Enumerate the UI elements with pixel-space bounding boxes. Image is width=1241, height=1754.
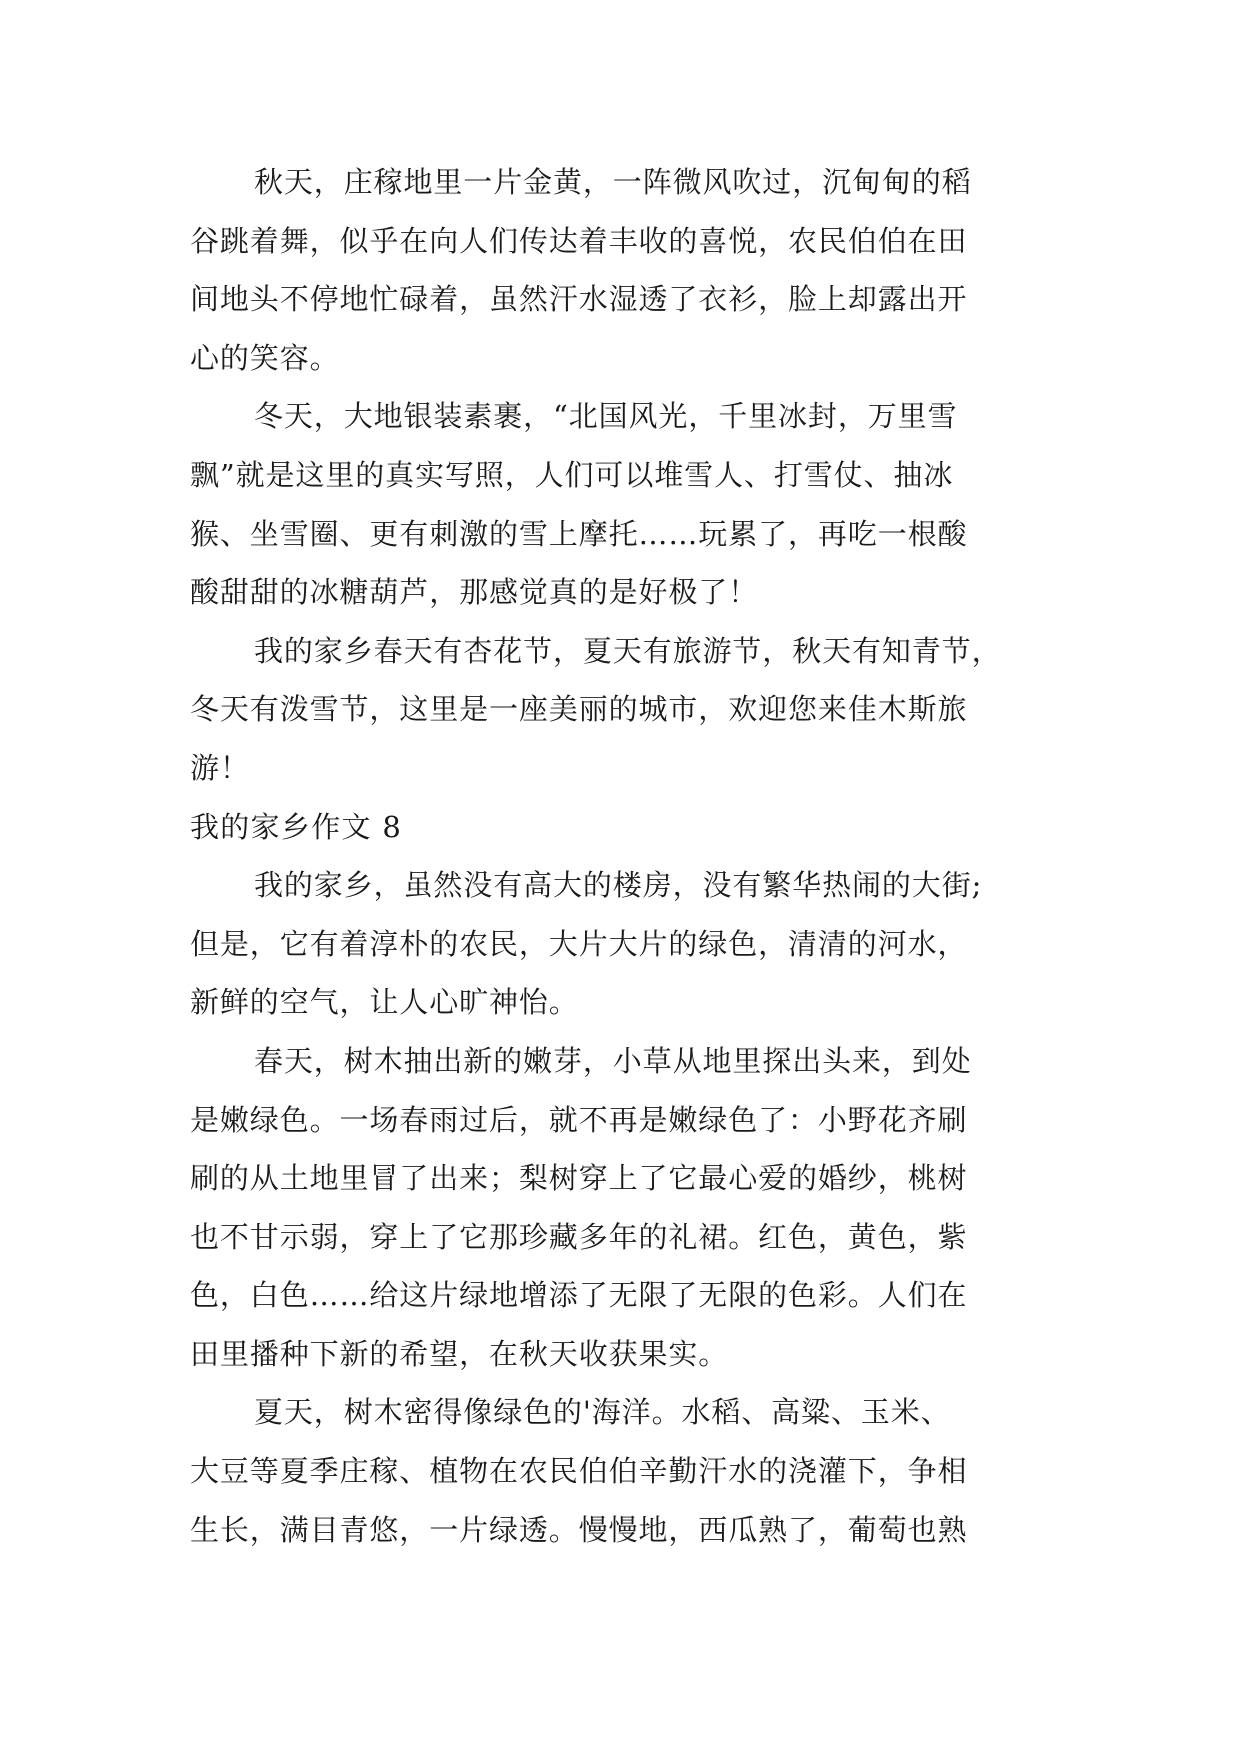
- text-line: 心的笑容。: [190, 340, 340, 375]
- paragraph-autumn: [190, 153, 1050, 387]
- text-line: 是嫩绿色。一场春雨过后，就不再是嫩绿色了：小野花齐刷: [190, 1102, 968, 1137]
- text-line: 游！: [190, 750, 250, 785]
- section-heading: [190, 798, 1050, 857]
- text-line: 色，白色……给这片绿地增添了无限了无限的色彩。人们在: [190, 1278, 968, 1313]
- text-line: 也不甘示弱，穿上了它那珍藏多年的礼裙。红色，黄色，紫: [190, 1219, 968, 1254]
- text-line: 大豆等夏季庄稼、植物在农民伯伯辛勤汗水的浇灌下，争相: [190, 1454, 968, 1489]
- paragraph-spring: [190, 1032, 1050, 1384]
- paragraph-festivals: [190, 622, 1050, 798]
- text-line: 秋天，庄稼地里一片金黄，一阵微风吹过，沉甸甸的稻: [254, 165, 972, 199]
- text-line: 飘”就是这里的真实写照，人们可以堆雪人、打雪仗、抽冰: [190, 457, 954, 492]
- essay-title: 我的家乡作文 8: [190, 809, 403, 844]
- text-line: 但是，它有着淳朴的农民，大片大片的绿色，清清的河水，: [190, 926, 968, 961]
- text-line: 新鲜的空气，让人心旷神怡。: [190, 985, 579, 1020]
- paragraph-intro: [190, 856, 1050, 1032]
- paragraph-winter: [190, 387, 1050, 621]
- text-line: 酸甜甜的冰糖葫芦，那感觉真的是好极了！: [190, 575, 759, 610]
- paragraph-summer: [190, 1383, 1050, 1559]
- text-line: 冬天有泼雪节，这里是一座美丽的城市，欢迎您来佳木斯旅: [190, 692, 968, 727]
- text-line: 夏天，树木密得像绿色的'海洋。水稻、高粱、玉米、: [254, 1395, 951, 1430]
- text-line: 刷的从土地里冒了出来；梨树穿上了它最心爱的婚纱，桃树: [190, 1161, 968, 1196]
- text-line: 冬天，大地银装素裹，“北国风光，千里冰封，万里雪: [254, 399, 958, 434]
- text-line: 春天，树木抽出新的嫩芽，小草从地里探出头来，到处: [254, 1043, 972, 1078]
- text-line: 猴、坐雪圈、更有刺激的雪上摩托……玩累了，再吃一根酸: [190, 516, 968, 551]
- text-line: 谷跳着舞，似乎在向人们传达着丰收的喜悦，农民伯伯在田: [190, 223, 968, 258]
- text-line: 我的家乡春天有杏花节，夏天有旅游节，秋天有知青节，: [254, 633, 1002, 668]
- document-body: [190, 153, 1050, 1559]
- text-line: 生长，满目青悠，一片绿透。慢慢地，西瓜熟了，葡萄也熟: [190, 1512, 968, 1547]
- text-line: 间地头不停地忙碌着，虽然汗水湿透了衣衫，脸上却露出开: [190, 282, 968, 317]
- text-line: 我的家乡，虽然没有高大的楼房，没有繁华热闹的大街;: [254, 868, 983, 903]
- text-line: 田里播种下新的希望，在秋天收获果实。: [190, 1336, 729, 1371]
